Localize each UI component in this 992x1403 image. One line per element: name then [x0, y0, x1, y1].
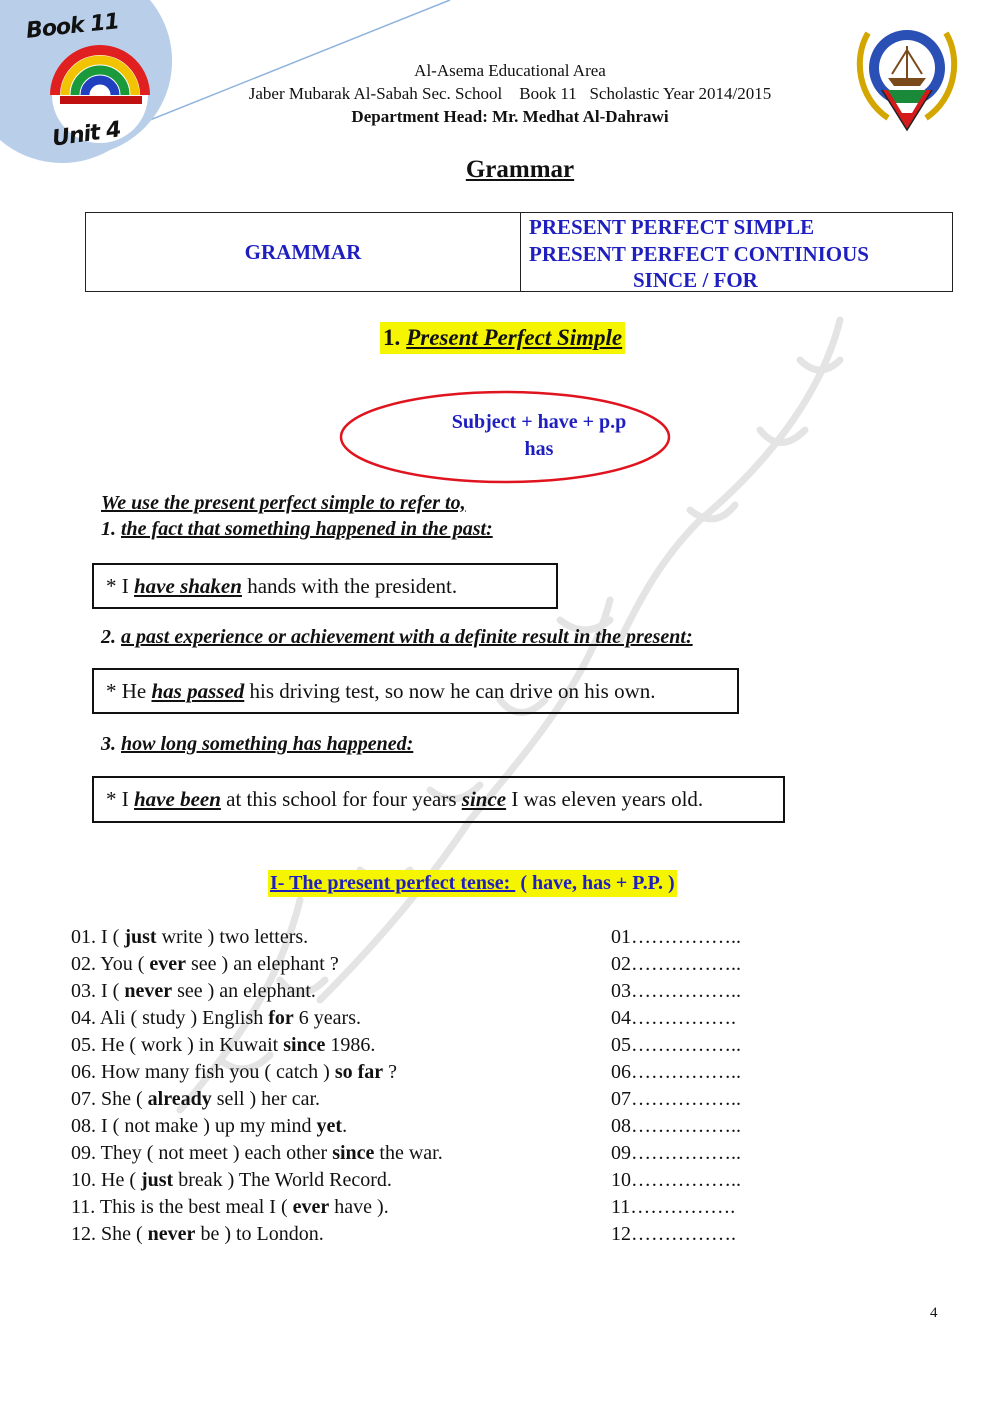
exercise-keyword: since: [283, 1034, 326, 1056]
use-1: [101, 518, 493, 541]
answer-blank[interactable]: 04…………….: [611, 1007, 736, 1029]
exercise-text: have ).: [329, 1196, 389, 1218]
exercise-item: [71, 1221, 631, 1248]
exercise-item: [71, 1032, 631, 1059]
exercise-item: [71, 1167, 631, 1194]
example-box-3: [92, 776, 785, 823]
unit-label: Unit 4: [50, 117, 122, 152]
exercise-text: 6 years.: [293, 1007, 361, 1029]
answer-blank[interactable]: 01……………..: [611, 926, 741, 948]
example-3-since: since: [461, 787, 507, 811]
answer-blank[interactable]: 12…………….: [611, 1223, 736, 1245]
example-box-1: [92, 563, 558, 609]
example-box-2: [92, 668, 739, 714]
answer-blank[interactable]: 07……………..: [611, 1088, 741, 1110]
exercise-item: [71, 1194, 631, 1221]
exercise-item: [71, 1086, 631, 1113]
exercise-text: 11. This is the best meal I (: [71, 1196, 293, 1218]
exercise-text: be ) to London.: [195, 1223, 324, 1245]
use-1-number: 1.: [101, 518, 116, 540]
use-2-text: a past experience or achievement with a definite result in the present:: [121, 626, 693, 648]
exercise-text: 03. I (: [71, 980, 125, 1002]
exercise-heading-title: I- The present perfect tense:: [270, 872, 516, 894]
exercise-keyword: so far: [334, 1061, 384, 1083]
section-heading: [380, 322, 625, 354]
use-1-text: the fact that something happened in the past:: [121, 518, 493, 540]
exercise-heading: [268, 870, 677, 897]
example-3-pre: * I: [106, 787, 134, 811]
exercise-item: [71, 1140, 631, 1167]
use-3-text: how long something has happened:: [121, 733, 414, 755]
topic-present-perfect-continuous: PRESENT PERFECT CONTINIOUS: [529, 241, 869, 266]
formula-line-has: has: [524, 438, 554, 460]
answer-blank[interactable]: 06……………..: [611, 1061, 741, 1083]
topic-present-perfect-simple: PRESENT PERFECT SIMPLE: [529, 215, 815, 239]
exercise-keyword: just: [124, 926, 157, 948]
exercise-text: see ) an elephant.: [172, 980, 316, 1002]
example-3-mid: at this school for four years: [220, 787, 462, 811]
exercise-keyword: for: [268, 1007, 294, 1029]
answer-blank[interactable]: 10……………..: [611, 1169, 741, 1191]
exercise-text: the war.: [374, 1142, 443, 1164]
example-1-verb: have shaken: [134, 573, 242, 598]
exercise-text: 07. She (: [71, 1088, 148, 1110]
exercise-text: 01. I (: [71, 926, 125, 948]
book-unit-badge: [0, 0, 175, 165]
grammar-topic-table: [85, 212, 953, 292]
answer-blank[interactable]: 09……………..: [611, 1142, 741, 1164]
grammar-table-label: GRAMMAR: [86, 213, 521, 291]
use-3: [101, 733, 413, 756]
exercise-keyword: never: [124, 980, 173, 1002]
exercise-keyword: just: [140, 1169, 174, 1191]
example-3-post: I was eleven years old.: [506, 787, 704, 811]
example-2-verb: has passed: [151, 678, 245, 703]
exercise-text: 02. You (: [71, 953, 150, 975]
example-1-pre: * I: [106, 573, 134, 598]
exercise-text: 04. Ali ( study ) English: [71, 1007, 269, 1029]
answer-blank[interactable]: 02……………..: [611, 953, 741, 975]
topic-since-for: SINCE / FOR: [633, 268, 758, 292]
exercise-item: [71, 924, 631, 951]
exercise-text: 06. How many fish you ( catch ): [71, 1061, 335, 1083]
kuwait-emblem-icon: [848, 18, 966, 133]
page-title: Grammar: [465, 156, 575, 183]
example-2-pre: * He: [106, 678, 152, 703]
use-3-number: 3.: [101, 733, 116, 755]
answer-blank[interactable]: 08……………..: [611, 1115, 741, 1137]
exercise-item: [71, 1005, 631, 1032]
exercise-text: write ) two letters.: [156, 926, 309, 948]
exercise-text: 1986.: [325, 1034, 376, 1056]
exercise-text: 12. She (: [71, 1223, 148, 1245]
uses-intro: We use the present perfect simple to refer to,: [101, 492, 466, 514]
exercise-keyword: ever: [292, 1196, 330, 1218]
answer-blank[interactable]: 03……………..: [611, 980, 741, 1002]
exercise-text: ?: [383, 1061, 398, 1083]
exercise-text: sell ) her car.: [211, 1088, 321, 1110]
answer-blank[interactable]: 11…………….: [611, 1196, 736, 1218]
exercise-keyword: yet: [316, 1115, 343, 1137]
use-2-number: 2.: [101, 626, 116, 648]
exercise-text: see ) an elephant ?: [186, 953, 339, 975]
exercise-text: 09. They ( not meet ) each other: [71, 1142, 333, 1164]
exercise-item: [71, 1059, 631, 1086]
exercise-list: [71, 924, 631, 1248]
exercise-keyword: ever: [149, 953, 186, 975]
example-3-verb: have been: [134, 787, 221, 811]
exercise-keyword: already: [147, 1088, 212, 1110]
example-2-post: his driving test, so now he can drive on his own.: [244, 678, 656, 703]
use-2: [101, 626, 693, 649]
answer-blank[interactable]: 05……………..: [611, 1034, 741, 1056]
exercise-text: 10. He (: [71, 1169, 141, 1191]
exercise-item: [71, 951, 631, 978]
formula-ellipse: [339, 390, 671, 484]
formula-line: Subject + have + p.p: [451, 411, 627, 433]
exercise-heading-rule: ( have, has + P.P. ): [515, 872, 675, 894]
exercise-keyword: since: [332, 1142, 375, 1164]
example-1-post: hands with the president.: [241, 573, 458, 598]
header-department-head: Department Head: Mr. Medhat Al-Dahrawi: [351, 107, 669, 126]
page-number: 4: [930, 1305, 938, 1321]
exercise-text: .: [342, 1115, 348, 1137]
header-school: Jaber Mubarak Al-Sabah Sec. School Book 11 Scholastic Year 2014/2015: [248, 84, 772, 103]
exercise-keyword: never: [147, 1223, 196, 1245]
book-label: Book 11: [24, 9, 120, 44]
grammar-table-topics: [521, 213, 952, 291]
exercise-item: [71, 1113, 631, 1140]
section-title: Present Perfect Simple: [406, 325, 623, 350]
exercise-text: break ) The World Record.: [173, 1169, 392, 1191]
header-area: Al-Asema Educational Area: [414, 61, 606, 80]
answer-list: [611, 924, 811, 1248]
exercise-text: 05. He ( work ) in Kuwait: [71, 1034, 284, 1056]
exercise-text: 08. I ( not make ) up my mind: [71, 1115, 317, 1137]
exercise-item: [71, 978, 631, 1005]
section-number: 1.: [383, 325, 401, 350]
